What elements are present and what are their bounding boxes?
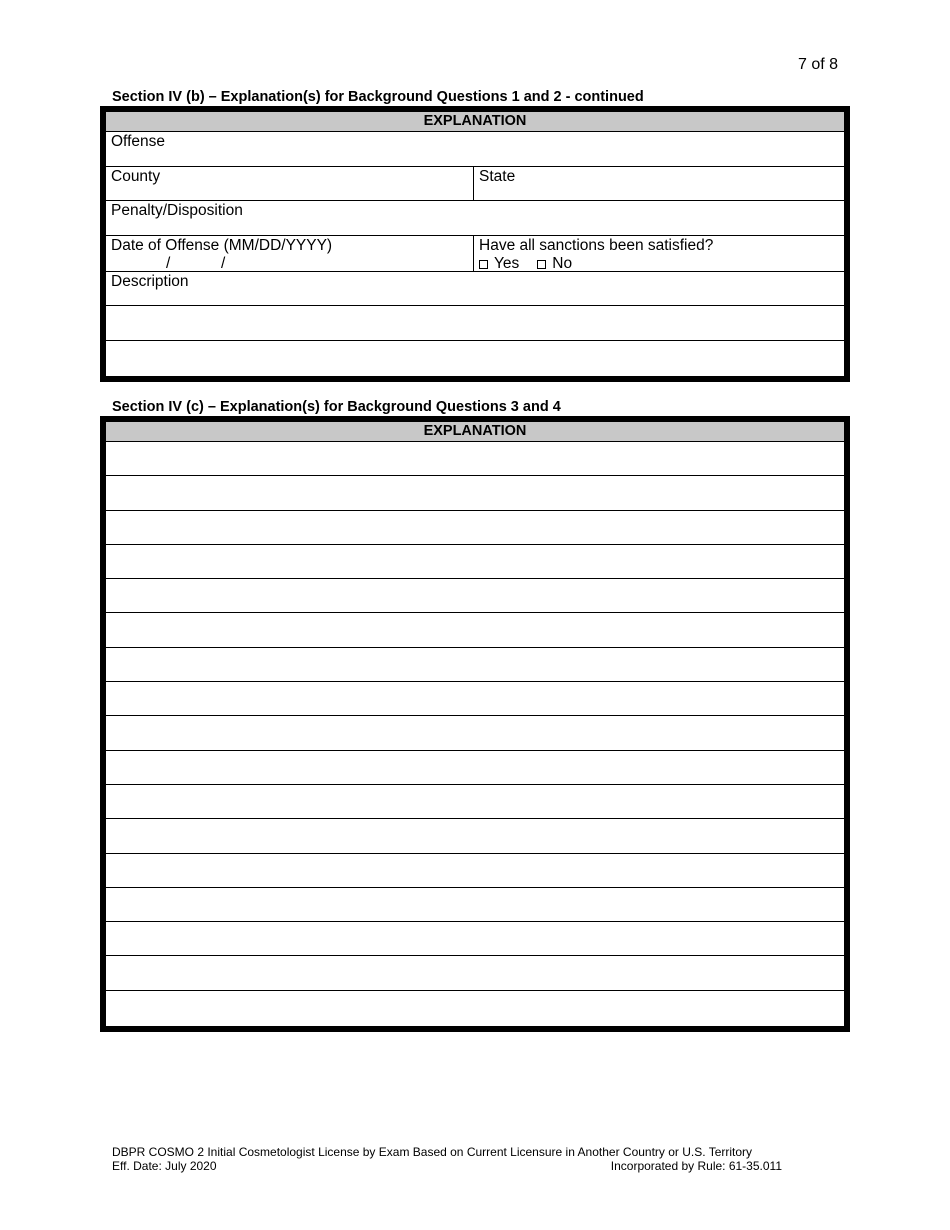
footer-rule: Incorporated by Rule: 61-35.011	[610, 1159, 782, 1173]
explanation-line[interactable]	[106, 991, 844, 1025]
explanation-line[interactable]	[106, 751, 844, 785]
county-state-row	[106, 167, 844, 201]
section-b-table	[100, 106, 850, 382]
section-b-explanation-header: EXPLANATION	[106, 112, 844, 132]
sanctions-options	[479, 255, 839, 273]
section-b-title: Section IV (b) – Explanation(s) for Background Questions 1 and 2 - continued	[112, 89, 644, 105]
county-field[interactable]	[106, 167, 474, 200]
explanation-line[interactable]	[106, 888, 844, 922]
description-field[interactable]	[106, 272, 844, 305]
explanation-line[interactable]	[106, 785, 844, 819]
yes-checkbox[interactable]	[479, 260, 488, 269]
date-separator-2: /	[221, 255, 226, 272]
state-field[interactable]	[474, 167, 844, 200]
penalty-label: Penalty/Disposition	[111, 202, 243, 219]
date-separators	[111, 255, 468, 273]
page-number: 7 of 8	[797, 56, 838, 73]
explanation-line[interactable]	[106, 922, 844, 956]
explanation-line[interactable]	[106, 476, 844, 510]
explanation-line[interactable]	[106, 511, 844, 545]
explanation-line[interactable]	[106, 648, 844, 682]
description-row	[106, 272, 844, 306]
explanation-line[interactable]	[106, 442, 844, 476]
explanation-line[interactable]	[106, 819, 844, 853]
footer-eff-date: Eff. Date: July 2020	[112, 1159, 217, 1173]
date-of-offense-label: Date of Offense (MM/DD/YYYY)	[111, 237, 333, 254]
description-label: Description	[111, 273, 189, 290]
explanation-line[interactable]	[106, 579, 844, 613]
explanation-line[interactable]	[106, 854, 844, 888]
county-label: County	[111, 168, 161, 185]
footer-form-title: DBPR COSMO 2 Initial Cosmetologist License by Exam Based on Current Licensure in Another Country or U.S. Territory	[112, 1145, 753, 1159]
description-line-2[interactable]	[106, 306, 844, 341]
penalty-field[interactable]	[106, 201, 844, 235]
offense-label: Offense	[111, 133, 166, 150]
explanation-line[interactable]	[106, 956, 844, 990]
description-line-3[interactable]	[106, 341, 844, 375]
explanation-line[interactable]	[106, 613, 844, 647]
explanation-line[interactable]	[106, 716, 844, 750]
footer	[112, 1145, 782, 1173]
sanctions-field	[474, 236, 844, 271]
explanation-line[interactable]	[106, 682, 844, 716]
offense-field[interactable]	[106, 132, 844, 166]
section-c-table	[100, 416, 850, 1032]
penalty-row	[106, 201, 844, 236]
yes-label: Yes	[494, 255, 520, 272]
state-label: State	[479, 168, 516, 185]
section-c-title: Section IV (c) – Explanation(s) for Background Questions 3 and 4	[112, 399, 561, 415]
date-sanctions-row	[106, 236, 844, 272]
no-checkbox[interactable]	[537, 260, 546, 269]
offense-row	[106, 132, 844, 167]
explanation-line[interactable]	[106, 545, 844, 579]
sanctions-label: Have all sanctions been satisfied?	[479, 237, 714, 254]
section-c-explanation-header: EXPLANATION	[106, 422, 844, 442]
date-separator-1: /	[166, 255, 171, 272]
date-of-offense-field[interactable]	[106, 236, 474, 271]
no-label: No	[552, 255, 573, 272]
footer-line-2	[112, 1159, 782, 1173]
section-c-rows	[106, 442, 844, 1025]
